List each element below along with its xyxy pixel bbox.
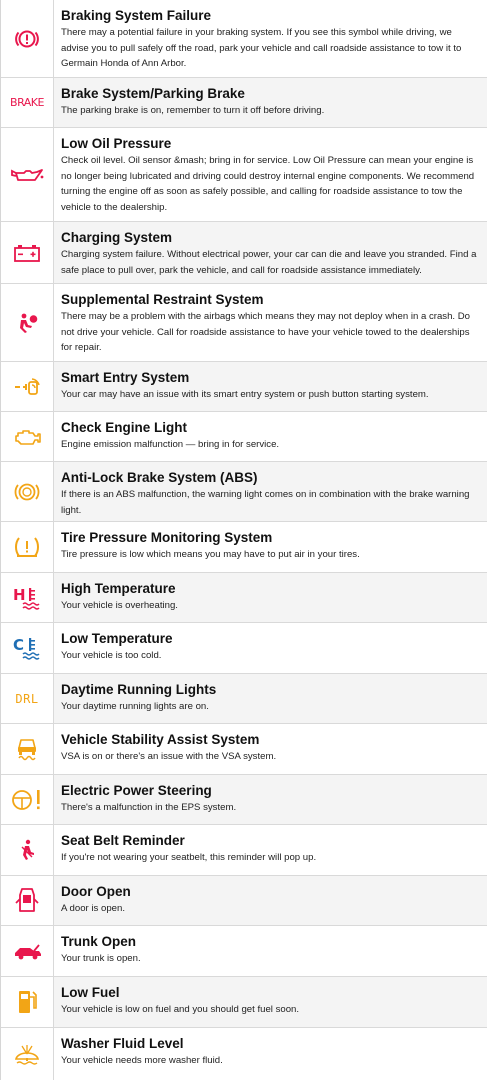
item-description: Check oil level. Oil sensor &mash; bring in for service. Low Oil Pressure can mean your engine is no longer being lubricated and driving could destroy internal engine components. We recommend turning the engine off as soon as safely possible, and calling for roadside assistance to tow the vehicle to the dealership. bbox=[61, 155, 475, 213]
item-description: If there is an ABS malfunction, the warning light comes on in combination with the brake warning light. bbox=[61, 489, 470, 516]
item-description: A door is open. bbox=[61, 903, 126, 914]
svg-text:H: H bbox=[13, 585, 26, 604]
list-item bbox=[1, 573, 487, 623]
item-description: VSA is on or there's an issue with the VSA system. bbox=[61, 751, 277, 762]
item-title: Daytime Running Lights bbox=[61, 682, 217, 697]
list-item bbox=[1, 674, 487, 724]
battery-icon bbox=[13, 243, 41, 263]
item-description: Tire pressure is low which means you may have to put air in your tires. bbox=[61, 549, 360, 560]
item-title: High Temperature bbox=[61, 581, 176, 596]
item-title: Braking System Failure bbox=[61, 8, 212, 23]
list-item bbox=[1, 462, 487, 522]
smart-key-icon bbox=[13, 377, 41, 397]
item-title: Trunk Open bbox=[61, 934, 137, 949]
list-item bbox=[1, 825, 487, 876]
item-title: Vehicle Stability Assist System bbox=[61, 732, 260, 747]
door-open-icon bbox=[15, 887, 39, 915]
list-item bbox=[1, 977, 487, 1028]
list-item bbox=[1, 623, 487, 674]
item-title: Seat Belt Reminder bbox=[61, 833, 185, 848]
item-description: Your trunk is open. bbox=[61, 953, 141, 964]
item-title: Low Fuel bbox=[61, 985, 120, 1000]
list-item bbox=[1, 128, 487, 222]
list-item bbox=[1, 775, 487, 825]
item-description: There may a potential failure in your braking system. If you see this symbol while driving, we advise you to pull safely off the road, park your vehicle and call roadside assistance to tow it to Germain Honda of Ann Arbor. bbox=[61, 27, 462, 69]
item-description: There may be a problem with the airbags which means they may not deploy when in a crash. Do not drive your vehicle. Call for roadside assistance to have your vehicle towed to the dealerships for repair. bbox=[61, 311, 471, 353]
item-title: Washer Fluid Level bbox=[61, 1036, 184, 1051]
brake-system-failure-icon bbox=[14, 26, 40, 52]
fuel-pump-icon bbox=[16, 988, 38, 1016]
trunk-open-icon bbox=[12, 941, 42, 961]
abs-icon bbox=[13, 478, 41, 506]
washer-fluid-icon bbox=[13, 1042, 41, 1066]
steering-wheel-icon bbox=[10, 787, 44, 813]
item-description: Your vehicle is low on fuel and you should get fuel soon. bbox=[61, 1004, 300, 1015]
vehicle-stability-icon bbox=[15, 736, 39, 762]
item-title: Charging System bbox=[61, 230, 173, 245]
list-item bbox=[1, 522, 487, 573]
list-item bbox=[1, 724, 487, 775]
item-title: Electric Power Steering bbox=[61, 783, 212, 798]
item-title: Brake System/Parking Brake bbox=[61, 86, 245, 101]
oil-can-icon bbox=[10, 165, 44, 185]
item-description: If you're not wearing your seatbelt, this reminder will pop up. bbox=[61, 852, 317, 863]
item-description: Engine emission malfunction — bring in for service. bbox=[61, 439, 280, 450]
list-item bbox=[1, 0, 487, 78]
item-description: Your vehicle is overheating. bbox=[61, 600, 178, 611]
item-description: Charging system failure. Without electrical power, your car can die and leave you stranded. Find a safe place to pull over, park the vehicle, and call for roadside assistance immediately. bbox=[61, 249, 477, 276]
item-title: Tire Pressure Monitoring System bbox=[61, 530, 273, 545]
item-title: Low Oil Pressure bbox=[61, 136, 172, 151]
item-description: Your car may have an issue with its smart entry system or push button starting system. bbox=[61, 389, 429, 400]
list-item bbox=[1, 1028, 487, 1080]
list-item bbox=[1, 926, 487, 977]
list-item bbox=[1, 222, 487, 284]
list-item bbox=[1, 78, 487, 128]
seat-belt-icon bbox=[15, 838, 39, 862]
list-item bbox=[1, 284, 487, 362]
list-item bbox=[1, 412, 487, 462]
item-title: Low Temperature bbox=[61, 631, 173, 646]
item-description: The parking brake is on, remember to turn it off before driving. bbox=[61, 105, 325, 116]
low-temperature-icon bbox=[12, 635, 42, 661]
high-temperature-icon bbox=[12, 585, 42, 611]
item-description: Your vehicle is too cold. bbox=[61, 650, 162, 661]
item-title: Anti-Lock Brake System (ABS) bbox=[61, 470, 258, 485]
item-title: Check Engine Light bbox=[61, 420, 188, 435]
list-item bbox=[1, 362, 487, 412]
item-title: Supplemental Restraint System bbox=[61, 292, 264, 307]
brake-text-icon: BRAKE bbox=[10, 96, 44, 109]
item-description: Your vehicle needs more washer fluid. bbox=[61, 1055, 223, 1066]
item-title: Smart Entry System bbox=[61, 370, 190, 385]
list-item bbox=[1, 876, 487, 926]
drl-text-icon: DRL bbox=[15, 691, 39, 706]
svg-text:C: C bbox=[13, 636, 25, 654]
item-title: Door Open bbox=[61, 884, 131, 899]
item-description: Your daytime running lights are on. bbox=[61, 701, 209, 712]
airbag-icon bbox=[15, 311, 39, 335]
item-description: There's a malfunction in the EPS system. bbox=[61, 802, 237, 813]
tire-pressure-icon bbox=[13, 535, 41, 559]
check-engine-icon bbox=[12, 427, 42, 447]
